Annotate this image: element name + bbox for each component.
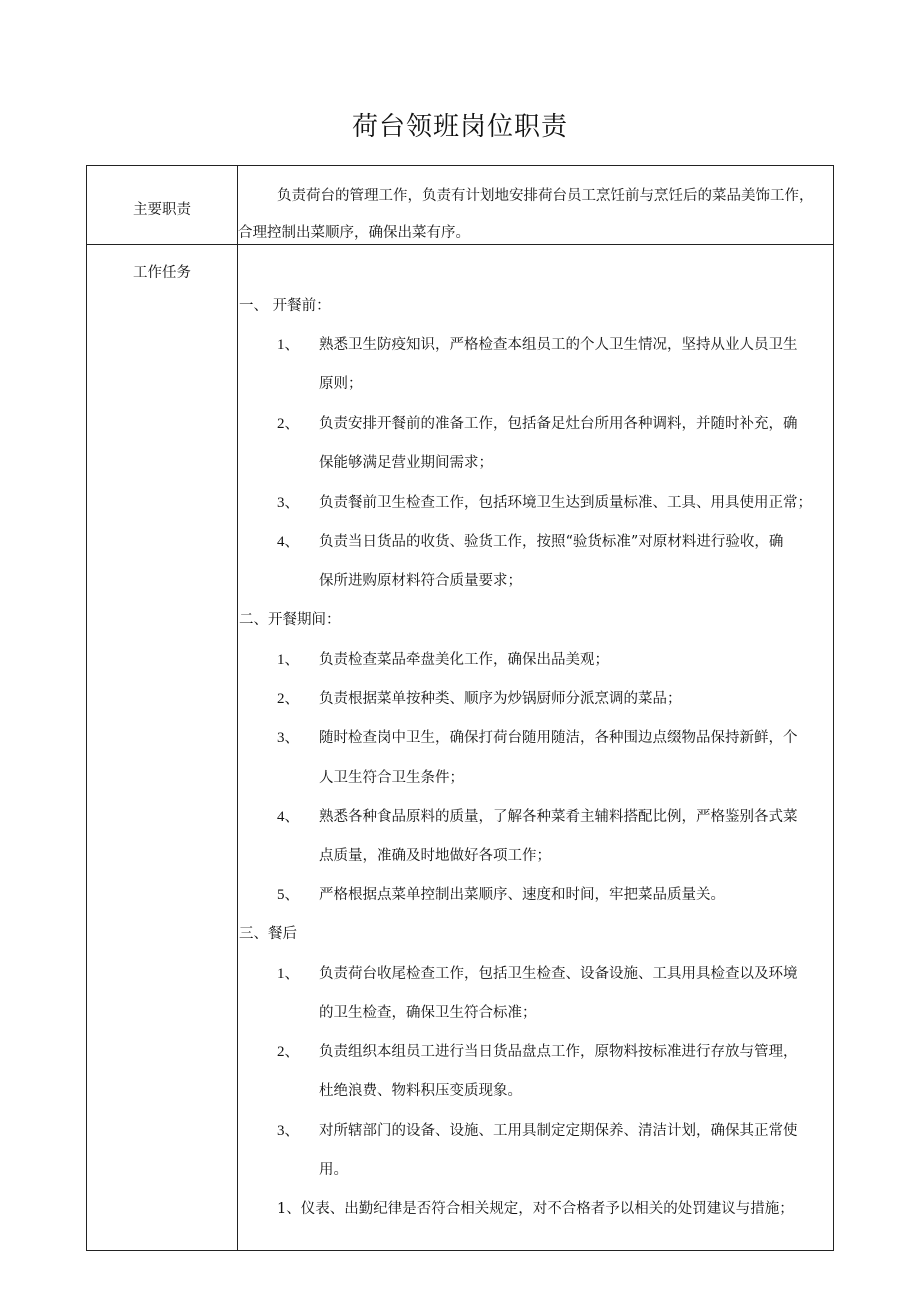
item-number: 2、 xyxy=(277,416,300,432)
item-line-1: 负责当日货品的收货、验货工作，按照“验货标准”对原材料进行验收，确 xyxy=(319,534,784,550)
item-line-2: 保所进购原材料符合质量要求； xyxy=(319,573,522,589)
item-line-2: 保能够满足营业期间需求； xyxy=(319,455,493,471)
item-line-1: 熟悉各种食品原料的质量，了解各种菜肴主辅料搭配比例，严格鉴别各式菜 xyxy=(319,809,798,825)
item-line-1: 严格根据点菜单控制出菜顺序、速度和时间，牢把菜品质量关。 xyxy=(319,887,725,903)
item-line-1: 负责餐前卫生检查工作，包括环境卫生达到质量标准、工具、用具使用正常； xyxy=(319,495,812,511)
item-line-1: 负责组织本组员工进行当日货品盘点工作，原物料按标准进行存放与管理， xyxy=(319,1044,798,1060)
item-line-1: 负责检查菜品牵盘美化工作，确保出品美观； xyxy=(319,652,609,668)
item-line-1: 负责荷台收尾检查工作，包括卫生检查、设备设施、工具用具检查以及环境 xyxy=(319,966,798,982)
item-line-2: 原则； xyxy=(319,376,363,392)
item-line-1: 负责根据菜单按种类、顺序为炒锅厨师分派烹调的菜品； xyxy=(319,691,682,707)
item-number: 3、 xyxy=(277,730,300,746)
item-line-2: 用。 xyxy=(319,1162,348,1178)
item-number: 1、 xyxy=(277,652,300,668)
item-line-2: 点质量，准确及时地做好各项工作； xyxy=(319,848,551,864)
item-number: 3、 xyxy=(277,495,300,511)
page-title: 荷台领班岗位职责 xyxy=(351,112,568,142)
item-number: 4、 xyxy=(277,809,300,825)
item-line-1: 对所辖部门的设备、设施、工用具制定定期保养、清洁计划，确保其正常使 xyxy=(319,1123,798,1139)
main-duty-line-2: 合理控制出菜顺序，确保出菜有序。 xyxy=(238,225,470,241)
item-number: 1、 xyxy=(277,966,300,982)
item-line-2: 的卫生检查，确保卫生符合标准； xyxy=(319,1005,537,1021)
item-line-1: 负责安排开餐前的准备工作，包括备足灶台所用各种调料，并随时补充，确 xyxy=(319,416,798,432)
item-line-2: 人卫生符合卫生条件； xyxy=(319,770,464,786)
main-duty-label: 主要职责 xyxy=(133,202,191,218)
final-line: 1、仪表、出勤纪律是否符合相关规定，对不合格者予以相关的处罚建议与措施； xyxy=(277,1201,794,1217)
item-number: 1、 xyxy=(277,337,300,353)
section-heading: 三、餐后 xyxy=(239,926,297,942)
item-line-1: 随时检查岗中卫生，确保打荷台随用随洁，各种围边点缀物品保持新鲜，个 xyxy=(319,730,798,746)
item-line-2: 杜绝浪费、物料积压变质现象。 xyxy=(319,1083,522,1099)
section-heading: 一、 开餐前： xyxy=(239,298,331,314)
row-divider xyxy=(87,244,833,245)
item-number: 5、 xyxy=(277,887,300,903)
item-line-1: 熟悉卫生防疫知识，严格检查本组员工的个人卫生情况，坚持从业人员卫生 xyxy=(319,337,798,353)
work-tasks-label: 工作任务 xyxy=(133,265,191,281)
item-number: 4、 xyxy=(277,534,300,550)
duty-table xyxy=(86,165,834,1251)
item-number: 2、 xyxy=(277,1044,300,1060)
column-divider xyxy=(237,166,238,1250)
item-number: 3、 xyxy=(277,1123,300,1139)
item-number: 2、 xyxy=(277,691,300,707)
section-heading: 二、开餐期间： xyxy=(239,612,341,628)
main-duty-line-1: 负责荷台的管理工作，负责有计划地安排荷台员工烹饪前与烹饪后的菜品美饰工作， xyxy=(277,188,814,204)
